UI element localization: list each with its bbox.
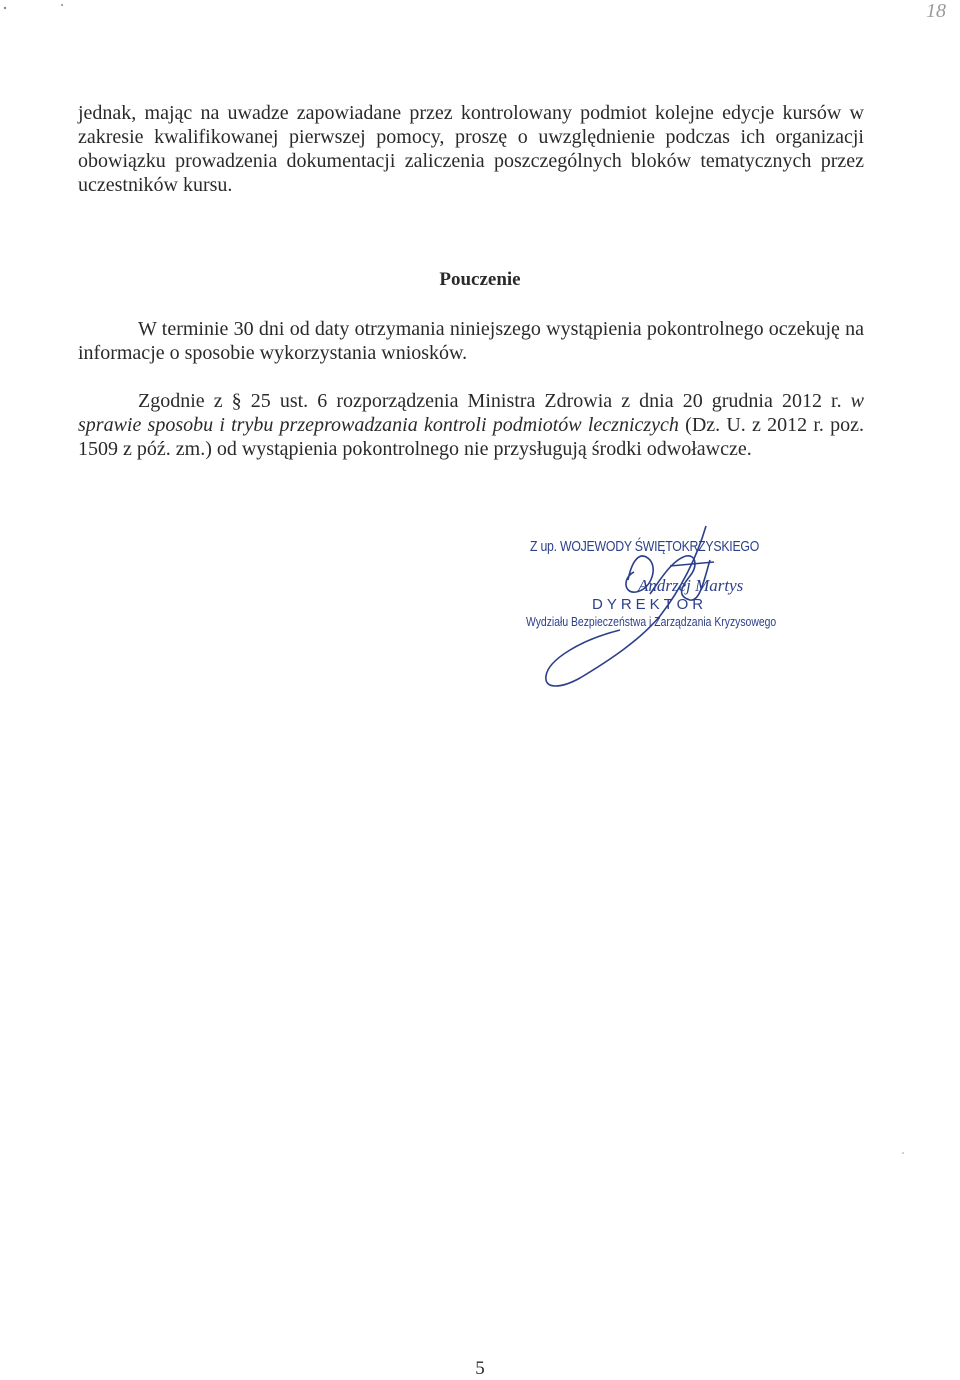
official-stamp: [500, 520, 800, 700]
scan-speck: [4, 7, 6, 9]
page-number: 5: [475, 1358, 485, 1379]
body-paragraph-3: [78, 389, 864, 461]
regulation-title: w sprawie sposobu i trybu przeprowadzania kontroli podmiotów leczniczych: [78, 390, 864, 436]
corner-page-mark: 18: [926, 0, 946, 22]
body-paragraph-1: jednak, mając na uwadze zapowiadane przez kontrolowany podmiot kolejne edycje kursów w zakresie kwalifikowanej pierwszej pomocy, proszę o uwzględnienie podczas ich organizacji obowiązku prowadzenia dokumentacji zaliczenia poszczególnych bloków tematycznych przez uczestników kursu.: [78, 102, 864, 196]
stamp-signatory-name: Andrzej Martys: [638, 576, 744, 595]
paragraph-3-text-start: Zgodnie z § 25 ust. 6 rozporządzenia Ministra Zdrowia z dnia 20 grudnia 2012 r.: [138, 390, 851, 412]
stamp-department: Wydziału Bezpieczeństwa i Zarządzania Kryzysowego: [526, 614, 777, 629]
scan-speck: [902, 1152, 904, 1154]
paragraph-3-text-end: (Dz. U. z 2012 r. poz. 1509 z póź. zm.) od wystąpienia pokontrolnego nie przysługują środki odwoławcze.: [78, 414, 864, 460]
scan-speck: [61, 4, 63, 6]
handwritten-signature: [500, 520, 800, 700]
stamp-signatory-role: DYREKTOR: [592, 596, 708, 613]
stamp-authority-line: Z up. WOJEWODY ŚWIĘTOKRZYSKIEGO: [530, 538, 760, 555]
body-paragraph-2: W terminie 30 dni od daty otrzymania niniejszego wystąpienia pokontrolnego oczekuję na informacje o sposobie wykorzystania wniosków.: [78, 318, 864, 364]
section-heading: Pouczenie: [439, 269, 521, 290]
